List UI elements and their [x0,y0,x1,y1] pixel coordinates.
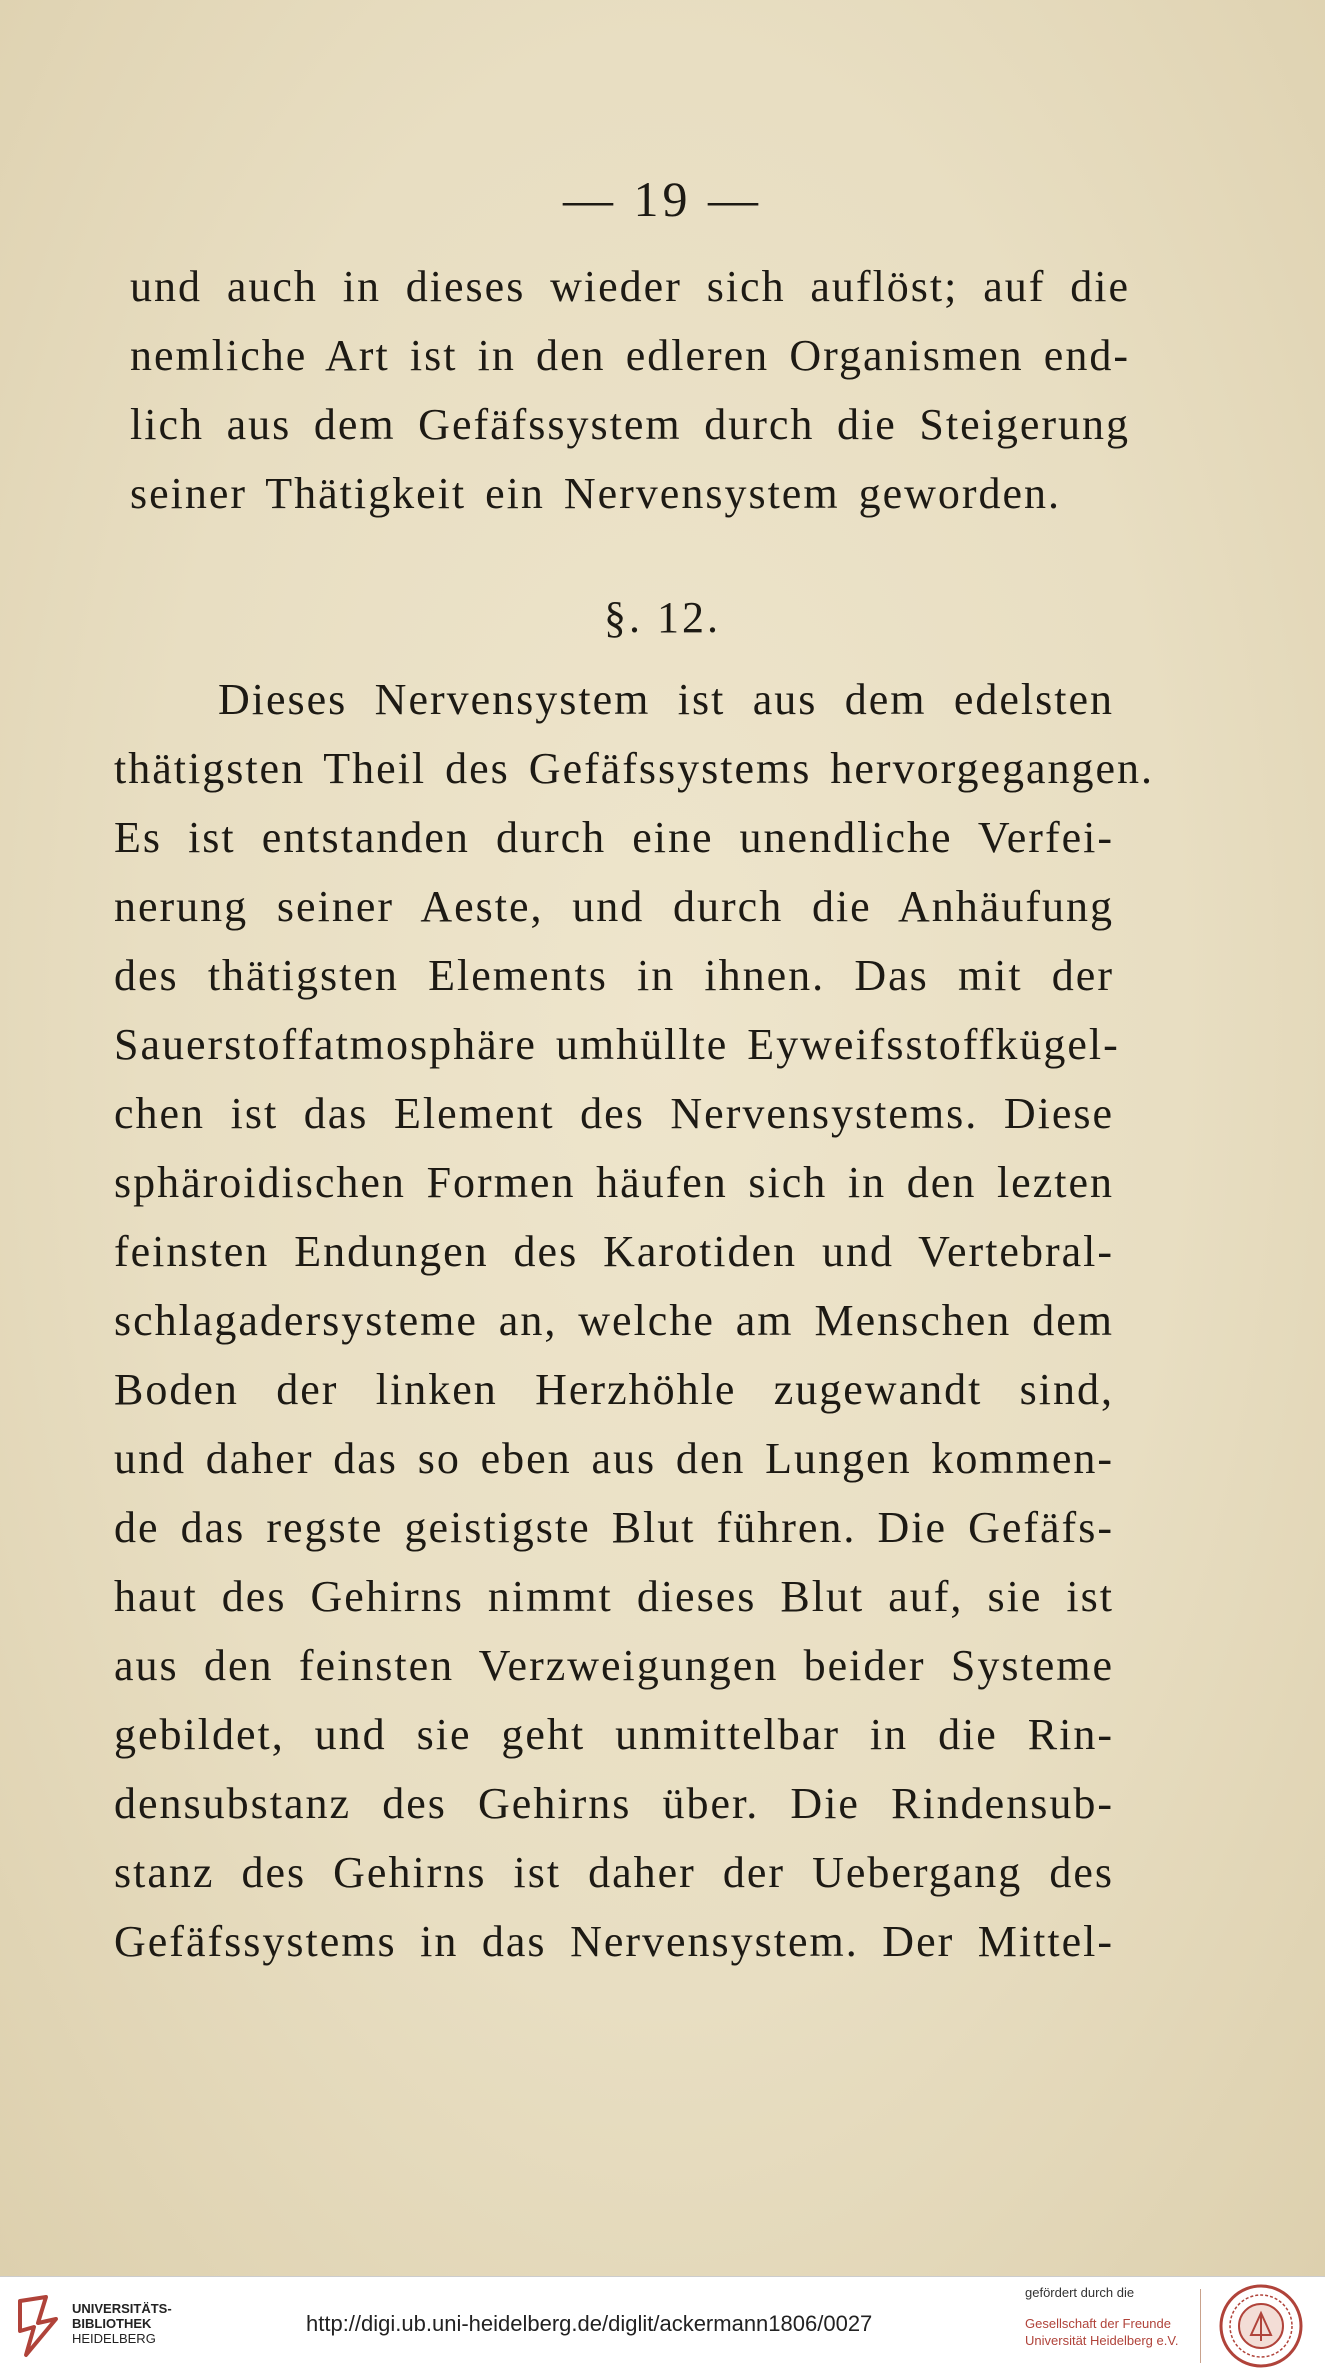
text-line: lich aus dem Gefäfssystem durch die Steigerung [130,400,1130,449]
paragraph-1 [130,252,1130,528]
text-line: Boden der linken Herzhöhle zugewandt sind, [114,1365,1114,1414]
section-heading: §. 12. [604,593,721,642]
library-name-line: BIBLIOTHEK [72,2316,152,2331]
paragraph-2 [114,665,1155,1976]
footer-bar [0,2276,1325,2374]
page-number: — 19 — [563,171,762,227]
text-line: Es ist entstanden durch eine unendliche Verfei- [114,813,1114,862]
text-line: seiner Thätigkeit ein Nervensystem geworden. [130,469,1062,518]
library-name [72,2301,172,2346]
text-line: nemliche Art ist in den edleren Organismen end- [130,331,1130,380]
text-line: thätigsten Theil des Gefäfssystems hervorgegangen. [114,744,1155,793]
text-line: Dieses Nervensystem ist aus dem edelsten [218,675,1114,724]
permalink-url[interactable]: http://digi.ub.uni-heidelberg.de/diglit/ackermann1806/0027 [306,2311,873,2336]
text-line: nerung seiner Aeste, und durch die Anhäufung [114,882,1114,931]
text-line: des thätigsten Elements in ihnen. Das mit der [114,951,1114,1000]
text-line: feinsten Endungen des Karotiden und Vertebral- [114,1227,1114,1276]
footer-divider [1200,2289,1201,2363]
text-line: und auch in dieses wieder sich auflöst; auf die [130,262,1130,311]
university-library-logo-icon [16,2293,62,2359]
text-line: sphäroidischen Formen häufen sich in den lezten [114,1158,1114,1207]
sponsor-name[interactable] [1025,2315,1178,2349]
text-line: Sauerstoffatmosphäre umhüllte Eyweifsstoffkügel- [114,1020,1120,1069]
text-line: Gefäfssystems in das Nervensystem. Der Mittel- [114,1917,1114,1966]
library-name-line: HEIDELBERG [72,2331,156,2346]
text-line: aus den feinsten Verzweigungen beider Systeme [114,1641,1114,1690]
sponsor-name-line: Gesellschaft der Freunde [1025,2316,1171,2331]
text-line: stanz des Gehirns ist daher der Uebergang des [114,1848,1114,1897]
library-name-line: UNIVERSITÄTS- [72,2301,172,2316]
text-line: und daher das so eben aus den Lungen kommen- [114,1434,1114,1483]
text-line: de das regste geistigste Blut führen. Die Gefäfs- [114,1503,1114,1552]
sponsor-name-line: Universität Heidelberg e.V. [1025,2333,1179,2348]
text-line: gebildet, und sie geht unmittelbar in die Rin- [114,1710,1114,1759]
text-line: densubstanz des Gehirns über. Die Rindensub- [114,1779,1114,1828]
funded-by-label: gefördert durch die [1025,2285,1135,2300]
university-seal-icon [1218,2283,1304,2369]
text-line: haut des Gehirns nimmt dieses Blut auf, sie ist [114,1572,1114,1621]
text-line: chen ist das Element des Nervensystems. Diese [114,1089,1114,1138]
text-line: schlagadersysteme an, welche am Menschen dem [114,1296,1114,1345]
